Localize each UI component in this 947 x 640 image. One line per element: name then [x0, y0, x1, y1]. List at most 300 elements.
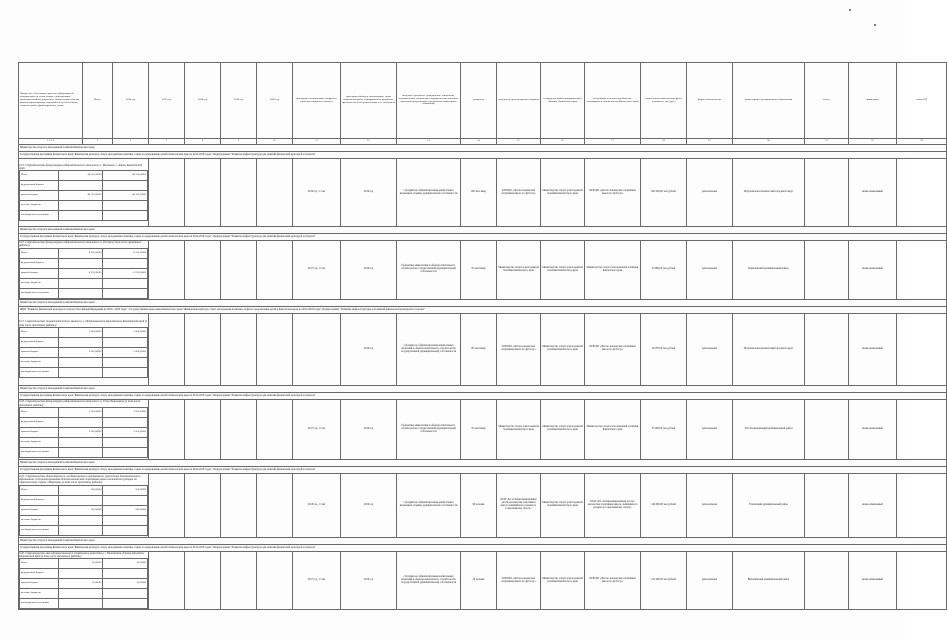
empty-cell [221, 241, 257, 300]
program-row [19, 152, 947, 159]
empty-cell [805, 551, 849, 610]
status-cell: вновь начинаемый [849, 241, 897, 300]
program-row [19, 544, 947, 551]
financing-total [58, 278, 103, 288]
empty-cell [257, 159, 293, 227]
capacity-cell: 55 чел/смену [461, 399, 497, 459]
section-title-row [19, 537, 947, 544]
capacity-cell: 20 человек [461, 551, 497, 610]
empty-cell [897, 399, 947, 459]
column-number: 7 [149, 139, 185, 145]
column-number: 22 [849, 139, 897, 145]
financing-source: местные бюджеты [20, 278, 59, 288]
object-code: 9.18. [19, 400, 25, 404]
object-title: Строительство многофункционального спортивного комплекса в г. Вилючинске, Елизовский район, Камчатский край (в том числе проектные работы) [19, 551, 145, 559]
builder-cell: КГБУДО «Детско-юношеская спортивная школа по футболу» [585, 551, 641, 610]
financing-row [20, 505, 148, 515]
financing-total [58, 495, 103, 505]
column-number: 21 [805, 139, 849, 145]
program-row [19, 466, 947, 473]
financing-row [20, 438, 148, 448]
financing-total: 30,00000 [58, 559, 103, 569]
financing-row [20, 368, 148, 378]
header-row [19, 63, 947, 139]
ownership-cell: региональная [687, 313, 733, 385]
financing-2016 [103, 368, 148, 378]
financing-total: 46 150,00000 [58, 171, 103, 181]
object-name [19, 400, 148, 407]
header-cell: срок ввода в эксплуатацию (мощность, проектная мощность объекта) [293, 63, 341, 139]
object-cell [19, 473, 149, 537]
recipient-cell: КГБУДО «Детско-юношеская спортивная школа по футболу» [497, 159, 541, 227]
financing-2016 [103, 448, 148, 458]
header-cell: номер ПД [897, 63, 947, 139]
financing-table [19, 407, 148, 458]
financing-row [20, 181, 148, 191]
header-cell: Предметное обоснование проекта: информация об утвержденных (в соответствии с действующим законодательством) документах, наименование объекта, краткая характеристика, виды работ и их обоснование, этапность работ, финансирование, сроки [19, 63, 83, 139]
empty-cell [257, 473, 293, 537]
financing-source: федеральный бюджет [20, 338, 59, 348]
financing-total: 6 250,00000 [58, 248, 103, 258]
program-row [19, 234, 947, 241]
doc-info-cell: бюджетные инвестиции в объекты капитального строительства государственной (муниципальной) собственности [397, 241, 461, 300]
doc-info-cell: субсидии на софинансирование капитальных вложений в объекты муниципальной собственности [397, 159, 461, 227]
doc-info-cell: бюджетные инвестиции в объекты капитального строительства государственной (муниципальной) собственности [397, 399, 461, 459]
financing-2016 [103, 569, 148, 579]
doc-info-cell: субсидии на софинансирование капитальных вложений в объекты капитального строительства государственной (муниципальной) собственности [397, 313, 461, 385]
cost-cell: 645 000,00 тыс.рублей [641, 159, 687, 227]
column-number: 5 [83, 139, 113, 145]
financing-source: местные бюджеты [20, 201, 59, 211]
financing-2016 [103, 211, 148, 221]
financing-total: 6 250,00000 [58, 268, 103, 278]
financing-row [20, 559, 148, 569]
section-title-row [19, 227, 947, 234]
financing-row [20, 485, 148, 495]
financing-total: 100,00000 [58, 485, 103, 495]
financing-2016: 30,00000 [103, 579, 148, 589]
doc-date-cell: 2016 год [341, 313, 397, 385]
financing-row [20, 525, 148, 535]
column-number: 8 [185, 139, 221, 145]
builder-cell: Министерство спорта и молодежной политики Камчатского края [585, 399, 641, 459]
header-cell: сумма оплаты выполненных работ (стоимость, тыс. руб.) [641, 63, 687, 139]
status-cell: вновь начинаемый [849, 313, 897, 385]
financing-row [20, 495, 148, 505]
empty-cell [805, 473, 849, 537]
object-cell [19, 551, 149, 610]
financing-total [58, 448, 103, 458]
financing-2016 [103, 599, 148, 609]
financing-2016: 6 250,00000 [103, 268, 148, 278]
financing-source: Итого [20, 328, 59, 338]
period-cell: 2016 год, 1 этап [293, 159, 341, 227]
column-number: 18 [641, 139, 687, 145]
financing-table [19, 558, 148, 609]
ownership-cell: региональная [687, 551, 733, 610]
program-title: Государственная программа Камчатского края "Физическая культура, спорт, молодежная политика, отдых и оздоровление детей в Камчатском крае на 2014-2018 годы", Подпрограмма "Развитие инфраструктуры для занятий физической культурой и спортом" [19, 234, 947, 241]
financing-total [58, 599, 103, 609]
cost-cell: 149 000,00 тыс.рублей [641, 473, 687, 537]
financing-2016 [103, 181, 148, 191]
financing-total [58, 368, 103, 378]
program-title: Государственная программа Камчатского края "Физическая культура, спорт, молодежная политика, отдых и оздоровление детей в Камчатском крае на 2014-2018 годы", Подпрограмма "Развитие инфраструктуры для занятий физической культурой и спортом" [19, 152, 947, 159]
financing-total: 3 500,00000 [58, 428, 103, 438]
object-title: Строительство физкультурно-оздоровительного комплекса в п. Усть-Большерецк (в том числе проектные работы) [19, 400, 141, 407]
financing-total [58, 515, 103, 525]
status-cell: вновь начинаемый [849, 399, 897, 459]
column-number: 13 [397, 139, 461, 145]
section-title: Министерство спорта и молодежной политики Камчатского края [19, 459, 947, 466]
object-title: Строительство легкоатлетического манежа в г. Петропавловске-Камчатском, Камчатский край (в том числе проектные работы) [19, 320, 147, 327]
empty-cell [185, 551, 221, 610]
empty-cell [149, 159, 185, 227]
financing-table [19, 485, 148, 536]
financing-row [20, 191, 148, 201]
column-number: 15 [497, 139, 541, 145]
financing-2016 [103, 589, 148, 599]
column-number: 12 [341, 139, 397, 145]
doc-date-cell: 2016 год [341, 159, 397, 227]
period-cell: 2018 год, 1 этап [293, 473, 341, 537]
financing-total [58, 418, 103, 428]
financing-source: краевой бюджет [20, 505, 59, 515]
period-cell: 2017 год, 1 этап [293, 241, 341, 300]
capacity-cell: 85 чел/смену [461, 313, 497, 385]
program-title: ФЦП "Развитие физической культуры и спорта в Российской Федерации на 2016 - 2020 годы" / Государственная программа Камчатского края "Физическая культура, спорт, молодежная политика, отдых и оздоровление детей в Камчатском крае на 2014-2018 годы", Подпрограмма "Развитие инфраструктуры для занятий физической культурой и спортом" [19, 306, 947, 313]
doc-date-cell: 2016 год [341, 551, 397, 610]
column-number: 6 [113, 139, 149, 145]
financing-2016: 100,00000 [103, 485, 148, 495]
financing-2016 [103, 515, 148, 525]
financing-2016: 30,00000 [103, 559, 148, 569]
empty-cell [257, 551, 293, 610]
financing-source: местные бюджеты [20, 515, 59, 525]
financing-source: федеральный бюджет [20, 258, 59, 268]
financing-source: Итого [20, 408, 59, 418]
empty-cell [185, 399, 221, 459]
financing-source: внебюджетные источники [20, 599, 59, 609]
ownership-cell: региональная [687, 159, 733, 227]
header-cell: застройщик (в отношении объектов, находящихся в собственности Камчатского края) [585, 63, 641, 139]
financing-source: внебюджетные источники [20, 448, 59, 458]
header-cell: 2016 год [113, 63, 149, 139]
object-name [19, 164, 148, 171]
financing-total [58, 258, 103, 268]
object-name [19, 475, 148, 485]
section-title: Министерство спорта и молодежной политики Камчатского края [19, 227, 947, 234]
financing-row [20, 268, 148, 278]
object-cell [19, 159, 149, 227]
column-number: 20 [733, 139, 805, 145]
builder-cell: КГБУДО «Детско-юношеская спортивная школа по футболу» [585, 313, 641, 385]
header-cell: сведения о документе (утверждение: заключение, положительные заключения государственных экспертиз проектной документации и результатов инженерных изысканий) [397, 63, 461, 139]
financing-row [20, 579, 148, 589]
empty-cell [897, 551, 947, 610]
section-title-row [19, 145, 947, 152]
column-number: 17 [585, 139, 641, 145]
financing-row [20, 288, 148, 298]
status-cell: вновь начинаемый [849, 159, 897, 227]
cost-cell: 55 000,00 тыс.рублей [641, 399, 687, 459]
financing-row [20, 408, 148, 418]
cost-cell: 29 070,00 тыс.рублей [641, 313, 687, 385]
financing-row [20, 589, 148, 599]
empty-cell [221, 399, 257, 459]
program-row [19, 392, 947, 399]
column-number: 1 2 3 4 [19, 139, 83, 145]
financing-2016 [103, 338, 148, 348]
financing-total [58, 525, 103, 535]
financing-2016 [103, 525, 148, 535]
financing-source: местные бюджеты [20, 589, 59, 599]
status-cell: вновь начинаемый [849, 551, 897, 610]
financing-2016 [103, 358, 148, 368]
empty-cell [221, 551, 257, 610]
empty-cell [185, 159, 221, 227]
column-number: 9 [221, 139, 257, 145]
empty-cell [149, 551, 185, 610]
financing-source: краевой бюджет [20, 348, 59, 358]
doc-info-cell: субсидии на софинансирование капитальных вложений в объекты муниципальной собственности [397, 473, 461, 537]
financing-source: внебюджетные источники [20, 368, 59, 378]
program-title: Государственная программа Камчатского края "Физическая культура, спорт, молодежная политика, отдых и оздоровление детей в Камчатском крае на 2014-2018 годы", Подпрограмма "Развитие инфраструктуры для занятий физической культурой и спортом" [19, 466, 947, 473]
financing-2016 [103, 201, 148, 211]
empty-cell [257, 399, 293, 459]
financing-2016: 3 500,00000 [103, 428, 148, 438]
financing-source: местные бюджеты [20, 438, 59, 448]
recipient-cell: Министерство спорта и молодежной политики Камчатского края [497, 399, 541, 459]
object-code: 9.16. [19, 241, 25, 244]
financing-2016 [103, 258, 148, 268]
object-code: 9.17. [19, 320, 25, 324]
customer-cell: Министерство спорта и молодежной политики Камчатского края [541, 313, 585, 385]
empty-cell [805, 159, 849, 227]
empty-cell [221, 159, 257, 227]
scan-speck [874, 24, 876, 26]
header-cell: примечание [849, 63, 897, 139]
financing-2016: 6 250,00000 [103, 248, 148, 258]
financing-total: 30,00000 [58, 579, 103, 589]
column-number: 16 [541, 139, 585, 145]
header-cell: 2017 год [149, 63, 185, 139]
cost-cell: 125 090,00 тыс.рублей [641, 551, 687, 610]
financing-row [20, 515, 148, 525]
financing-total [58, 358, 103, 368]
empty-cell [185, 241, 221, 300]
financing-total [58, 589, 103, 599]
financing-row [20, 328, 148, 338]
financing-total [58, 438, 103, 448]
financing-row [20, 248, 148, 258]
customer-cell: Министерство спорта и молодежной политики Камчатского края [541, 159, 585, 227]
section-title: Министерство спорта и молодежной политики Камчатского края [19, 537, 947, 544]
object-title: Строительство здания Краевого государственного автономного учреждения дополнительного образования «Специализированная детско-юношеская спортивная школа олимпийского резерва по горнолыжному спорту «Морозная» (в том числе проектные работы) [19, 474, 141, 485]
period-cell: 2017 год, 1 этап [293, 551, 341, 610]
empty-cell [149, 313, 185, 385]
ownership-cell: региональная [687, 241, 733, 300]
doc-date-cell: 2016 год [341, 473, 397, 537]
financing-row [20, 599, 148, 609]
financing-total [58, 201, 103, 211]
municipality-cell: Усть-Большерецкий муниципальный район [733, 399, 805, 459]
section-title-row [19, 299, 947, 306]
section-title: Министерство спорта и молодежной политики Камчатского края [19, 299, 947, 306]
recipient-cell: Министерство спорта и молодежной политики Камчатского края [497, 241, 541, 300]
recipient-cell: КГБУДО «Детско-юношеская спортивная школа по футболу» [497, 551, 541, 610]
recipient-cell: КГАУ ДО «Специализированная детско-юношеская спортивная школа олимпийского резерва по горнолыжному спорту» [497, 473, 541, 537]
empty-cell [257, 241, 293, 300]
financing-source: краевой бюджет [20, 268, 59, 278]
financing-total: 5 000,00000 [58, 348, 103, 358]
scan-speck [849, 9, 851, 11]
object-code: 9.19. [19, 474, 25, 478]
financing-row [20, 348, 148, 358]
financing-row [20, 201, 148, 211]
customer-cell: Министерство спорта и молодежной политики Камчатского края [541, 399, 585, 459]
financing-source: внебюджетные источники [20, 211, 59, 221]
empty-cell [257, 313, 293, 385]
municipality-cell: Петропавловск-Камчатский городской округ [733, 159, 805, 227]
financing-table [19, 327, 148, 378]
empty-cell [221, 473, 257, 537]
financing-row [20, 338, 148, 348]
period-cell: 2017 год, 1 этап [293, 399, 341, 459]
financing-source: Итого [20, 248, 59, 258]
financing-total [58, 569, 103, 579]
financing-2016: 3 500,00000 [103, 408, 148, 418]
program-title: Государственная программа Камчатского края "Физическая культура, спорт, молодежная политика, отдых и оздоровление детей в Камчатском крае на 2014-2018 годы", Подпрограмма "Развитие инфраструктуры для занятий физической культурой и спортом" [19, 544, 947, 551]
financing-row [20, 358, 148, 368]
builder-cell: КГАУ ДО «Специализированная детско-юношеская спортивная школа олимпийского резерва по горнолыжному спорту» [585, 473, 641, 537]
header-cell: 2020 год [257, 63, 293, 139]
column-number: 14 [461, 139, 497, 145]
municipality-cell: Карагинский муниципальный район [733, 241, 805, 300]
financing-source: федеральный бюджет [20, 569, 59, 579]
customer-cell: Министерство спорта и молодежной политики Камчатского края [541, 473, 585, 537]
capacity-cell: 90 человек [461, 473, 497, 537]
municipality-cell: Вилючинский муниципальный район [733, 551, 805, 610]
financing-total [58, 211, 103, 221]
empty-cell [149, 399, 185, 459]
empty-cell [805, 241, 849, 300]
column-number: 11 [293, 139, 341, 145]
ownership-cell: региональная [687, 473, 733, 537]
financing-2016: 46 150,00000 [103, 171, 148, 181]
doc-date-cell: 2016 год [341, 241, 397, 300]
object-row [19, 473, 947, 537]
object-row [19, 159, 947, 227]
object-name [19, 552, 148, 559]
financing-total: 3 500,00000 [58, 408, 103, 418]
capacity-cell: 160 чел/смену [461, 159, 497, 227]
financing-2016 [103, 495, 148, 505]
column-number: 10 [257, 139, 293, 145]
empty-cell [805, 399, 849, 459]
financing-source: краевой бюджет [20, 579, 59, 589]
object-cell [19, 241, 149, 300]
financing-source: федеральный бюджет [20, 418, 59, 428]
financing-2016 [103, 438, 148, 448]
program-row [19, 306, 947, 313]
period-cell [293, 313, 341, 385]
object-row [19, 241, 947, 300]
empty-cell [185, 473, 221, 537]
financing-2016: 5 000,00000 [103, 328, 148, 338]
financing-source: краевой бюджет [20, 191, 59, 201]
financing-row [20, 171, 148, 181]
empty-cell [897, 473, 947, 537]
header-cell: государственный (муниципальный) заказчик, Камчатского края [541, 63, 585, 139]
object-row [19, 551, 947, 610]
empty-cell [149, 241, 185, 300]
financing-row [20, 428, 148, 438]
object-row [19, 313, 947, 385]
section-title: Министерство спорта и молодежной политики Камчатского края [19, 145, 947, 152]
header-cell: форма собственности [687, 63, 733, 139]
object-title: Строительство физкультурно-оздоровительного комплекса в п. Оссора (в том числе проектные работы) [19, 241, 142, 248]
program-title: Государственная программа Камчатского края "Физическая культура, спорт, молодежная политика, отдых и оздоровление детей в Камчатском крае на 2014-2018 годы", Подпрограмма "Развитие инфраструктуры для занятий физической культурой и спортом" [19, 392, 947, 399]
empty-cell [221, 313, 257, 385]
object-row [19, 399, 947, 459]
cost-cell: 25 690,00 тыс.рублей [641, 241, 687, 300]
financing-2016: 46 150,00000 [103, 191, 148, 201]
object-cell [19, 399, 149, 459]
municipality-cell: Петропавловск-Камчатский городской округ [733, 313, 805, 385]
financing-source: Итого [20, 171, 59, 181]
header-cell: статус [805, 63, 849, 139]
financing-2016 [103, 418, 148, 428]
financing-row [20, 211, 148, 221]
empty-cell [149, 473, 185, 537]
financing-total [58, 181, 103, 191]
header-cell: получатель средств краевого бюджета [497, 63, 541, 139]
header-cell: мощность [461, 63, 497, 139]
ownership-cell: региональная [687, 399, 733, 459]
header-cell: наименование муниципального образования [733, 63, 805, 139]
financing-2016: 100,00000 [103, 505, 148, 515]
financing-row [20, 278, 148, 288]
financing-2016: 5 000,00000 [103, 348, 148, 358]
financing-source: краевой бюджет [20, 428, 59, 438]
financing-source: внебюджетные источники [20, 288, 59, 298]
header-cell: 2018 год [185, 63, 221, 139]
municipality-cell: Елизовский муниципальный район [733, 473, 805, 537]
object-cell [19, 313, 149, 385]
financing-source: федеральный бюджет [20, 181, 59, 191]
empty-cell [897, 159, 947, 227]
capacity-cell: 55 чел/смену [461, 241, 497, 300]
investment-table [18, 62, 947, 610]
object-name [19, 320, 148, 327]
financing-source: внебюджетные источники [20, 525, 59, 535]
financing-row [20, 418, 148, 428]
header-cell: срок ввода объекта в эксплуатацию, сроки выполнения работ, мероприятия по разработке проектно-сметной документации и ее экспертизы [341, 63, 397, 139]
financing-total: 100,00000 [58, 505, 103, 515]
builder-cell: КГБУДО «Детско-юношеская спортивная школа по футболу» [585, 159, 641, 227]
empty-cell [805, 313, 849, 385]
doc-date-cell: 2016 год [341, 399, 397, 459]
object-title: Строительство физкультурно-оздоровительного комплекса в с. Мильково, с. Апача, Камчатский край [19, 163, 143, 170]
financing-source: Итого [20, 485, 59, 495]
object-code: 9.20. [19, 551, 25, 555]
empty-cell [897, 241, 947, 300]
section-title-row [19, 385, 947, 392]
financing-2016 [103, 288, 148, 298]
financing-row [20, 258, 148, 268]
financing-row [20, 569, 148, 579]
financing-row [20, 448, 148, 458]
